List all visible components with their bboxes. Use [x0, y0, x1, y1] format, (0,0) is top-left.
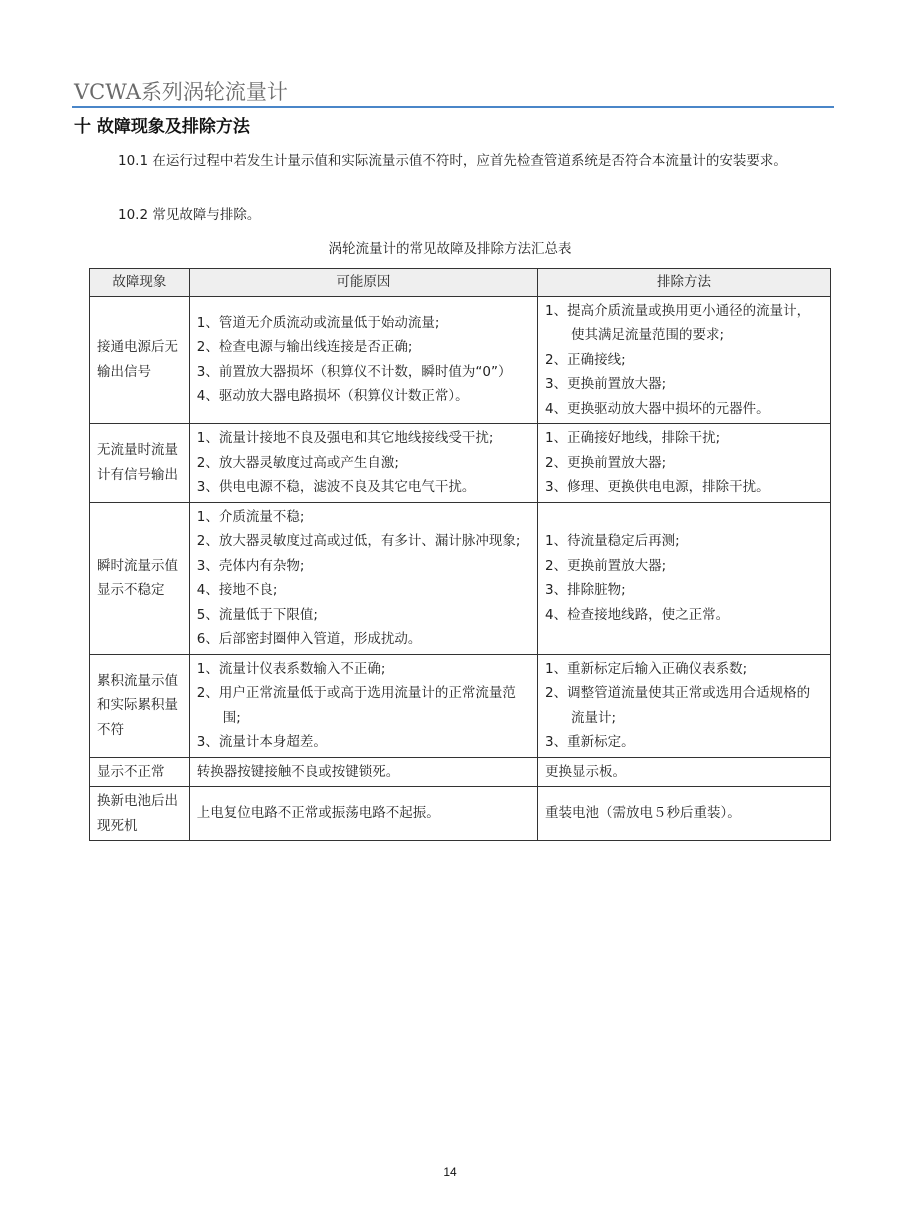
- remedy-item: 2、调整管道流量使其正常或选用合适规格的流量计;: [544, 685, 811, 726]
- symptom-cell: 累积流量示值和实际累积量不符: [90, 654, 190, 757]
- header-rule: [72, 106, 834, 108]
- remedies-cell: [537, 757, 830, 787]
- cause-item: 1、流量计仪表系数输入不正确;: [196, 660, 386, 677]
- paragraph-10-1: 10.1 在运行过程中若发生计量示值和实际流量示值不符时，应首先检查管道系统是否符合本流量计的安装要求。: [118, 153, 787, 169]
- cause-item: 6、后部密封圈伸入管道，形成扰动。: [196, 631, 422, 647]
- fault-table: [89, 268, 831, 841]
- remedy-item: 4、检查接地线路，使之正常。: [544, 606, 730, 623]
- causes-cell: [189, 296, 537, 424]
- cause-item: 上电复位电路不正常或振荡电路不起振。: [196, 805, 440, 822]
- page-number: 14: [443, 1165, 457, 1179]
- symptom-cell: 无流量时流量计有信号输出: [90, 424, 190, 503]
- causes-cell: [189, 787, 537, 841]
- causes-cell: [189, 654, 537, 757]
- cause-item: 3、壳体内有杂物;: [196, 557, 305, 574]
- remedy-item: 1、待流量稳定后再测;: [544, 533, 680, 549]
- remedies-cell: [537, 424, 830, 503]
- table-header-row: [90, 269, 831, 297]
- table-row: [90, 424, 831, 503]
- causes-cell: [189, 757, 537, 787]
- remedy-item: 2、更换前置放大器;: [544, 557, 667, 574]
- symptom-cell: 换新电池后出现死机: [90, 787, 190, 841]
- table-row: [90, 654, 831, 757]
- remedy-item: 3、更换前置放大器;: [544, 376, 667, 392]
- cause-item: 2、检查电源与输出线连接是否正确;: [196, 339, 413, 356]
- cause-item: 3、供电电源不稳，滤波不良及其它电气干扰。: [196, 479, 476, 495]
- table-row: [90, 787, 831, 841]
- remedy-item: 4、更换驱动放大器中损坏的元器件。: [544, 400, 770, 417]
- remedy-item: 3、排除脏物;: [544, 582, 626, 598]
- document-header-title: VCWA系列涡轮流量计: [74, 80, 288, 104]
- remedy-item: 1、正确接好地线，排除干扰;: [544, 430, 721, 446]
- table-row: [90, 757, 831, 787]
- paragraph-10-2: 10.2 常见故障与排除。: [118, 207, 261, 223]
- section-title: 十 故障现象及排除方法: [74, 117, 250, 137]
- cause-item: 3、流量计本身超差。: [196, 734, 327, 750]
- causes-cell: [189, 502, 537, 654]
- remedies-cell: [537, 502, 830, 654]
- remedy-item: 3、重新标定。: [544, 734, 635, 750]
- cause-item: 2、放大器灵敏度过高或过低，有多计、漏计脉冲现象;: [196, 533, 521, 549]
- cause-item: 2、用户正常流量低于或高于选用流量计的正常流量范围;: [196, 685, 516, 726]
- remedy-item: 2、更换前置放大器;: [544, 454, 667, 471]
- symptom-cell: 瞬时流量示值显示不稳定: [90, 502, 190, 654]
- cause-item: 5、流量低于下限值;: [196, 606, 318, 623]
- remedy-item: 重装电池（需放电５秒后重装）。: [544, 805, 741, 822]
- remedy-item: 3、修理、更换供电电源，排除干扰。: [544, 479, 770, 495]
- cause-item: 4、接地不良;: [196, 582, 278, 598]
- cause-item: 1、流量计接地不良及强电和其它地线接线受干扰;: [196, 430, 494, 446]
- remedy-item: 1、重新标定后输入正确仪表系数;: [544, 660, 748, 677]
- cause-item: 转换器按键接触不良或按键锁死。: [196, 763, 400, 780]
- remedies-cell: [537, 296, 830, 424]
- cause-item: 2、放大器灵敏度过高或产生自激;: [196, 454, 399, 471]
- cause-item: 3、前置放大器损坏（积算仪不计数，瞬时值为“0”）: [196, 363, 512, 380]
- cause-item: 1、管道无介质流动或流量低于始动流量;: [196, 314, 440, 331]
- table-row: [90, 502, 831, 654]
- remedy-item: 更换显示板。: [544, 763, 626, 780]
- remedy-item: 2、正确接线;: [544, 351, 626, 368]
- remedies-cell: [537, 654, 830, 757]
- header-causes: 可能原因: [189, 269, 537, 297]
- cause-item: 1、介质流量不稳;: [196, 508, 305, 525]
- symptom-cell: 接通电源后无输出信号: [90, 296, 190, 424]
- symptom-cell: 显示不正常: [90, 757, 190, 787]
- header-symptom: 故障现象: [90, 269, 190, 297]
- cause-item: 4、驱动放大器电路损坏（积算仪计数正常）。: [196, 388, 469, 405]
- remedies-cell: [537, 787, 830, 841]
- header-remedies: 排除方法: [537, 269, 830, 297]
- remedy-item: 1、提高介质流量或换用更小通径的流量计，使其满足流量范围的要求;: [544, 302, 811, 343]
- causes-cell: [189, 424, 537, 503]
- table-row: [90, 296, 831, 424]
- table-caption: 涡轮流量计的常见故障及排除方法汇总表: [328, 241, 572, 257]
